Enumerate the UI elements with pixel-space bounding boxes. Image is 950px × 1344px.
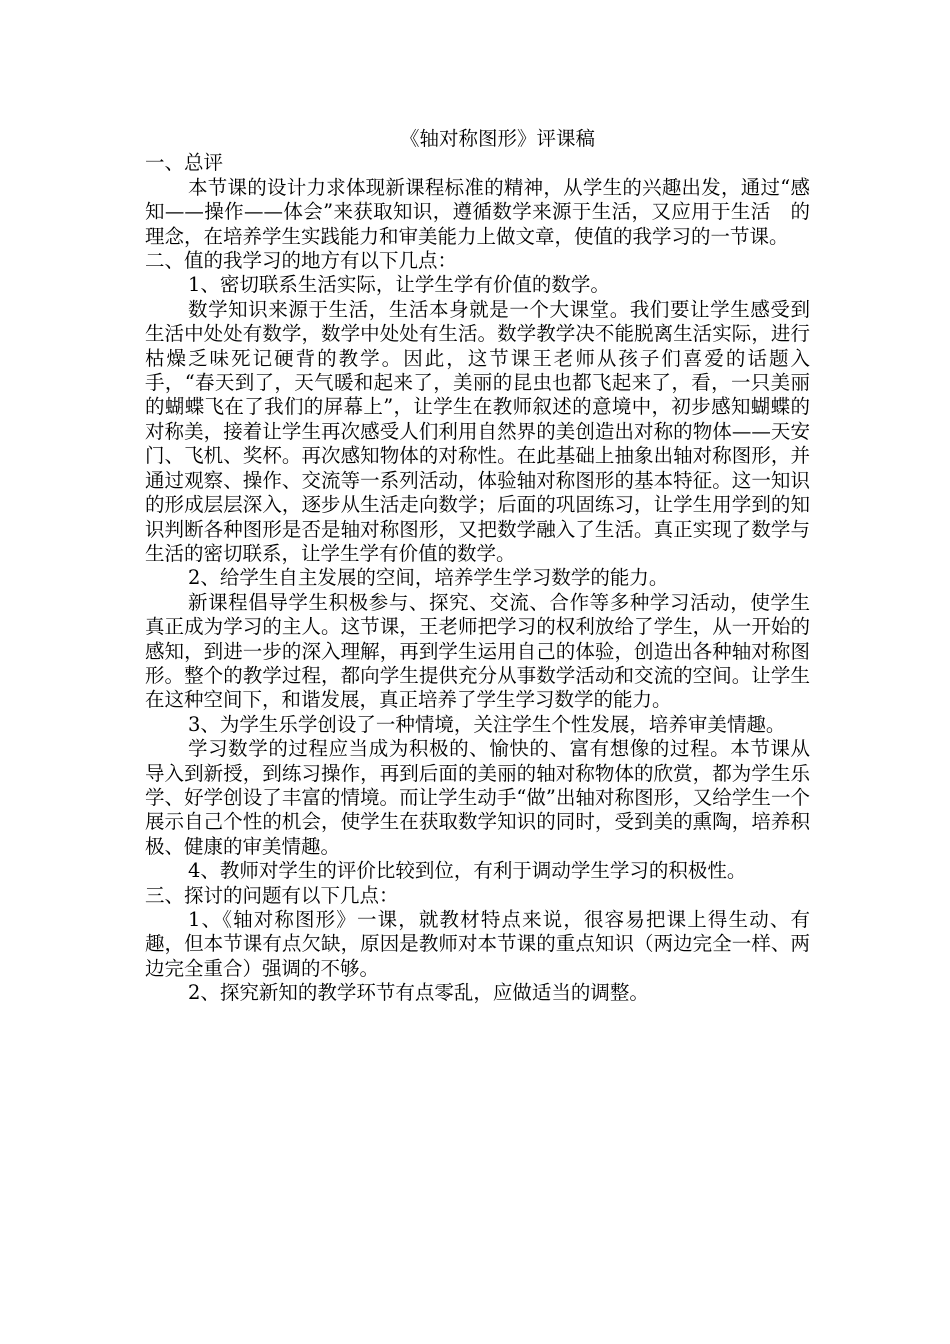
body-paragraph: 1、密切联系生活实际，让学生学有价值的数学。	[188, 273, 610, 297]
document-title: 《轴对称图形》评课稿	[399, 127, 595, 150]
body-paragraph: 4、教师对学生的评价比较到位，有利于调动学生学习的积极性。	[188, 859, 747, 883]
section-heading: 二、值的我学习的地方有以下几点：	[145, 249, 458, 273]
body-paragraph: 本节课的设计力求体现新课程标准的精神，从学生的兴趣出发，通过“感知——操作——体会”来获取知识，遵循数学来源于生活，又应用于生活 的理念，在培养学生实践能力和审美能力上做文章，使值的我学习的一节课。	[145, 175, 810, 248]
body-paragraph: 学习数学的过程应当成为积极的、愉快的、富有想像的过程。本节课从导入到新授，到练习操作，再到后面的美丽的轴对称物体的欣赏，都为学生乐学、好学创设了丰富的情境。而让学生动手“做”出轴对称图形，又给学生一个展示自己个性的机会，使学生在获取数学知识的同时，受到美的熏陶，培养积极、健康的审美情趣。	[145, 737, 810, 858]
body-paragraph: 3、为学生乐学创设了一种情境，关注学生个性发展，培养审美情趣。	[188, 712, 786, 736]
body-paragraph: 新课程倡导学生积极参与、探究、交流、合作等多种学习活动，使学生真正成为学习的主人。这节课，王老师把学习的权利放给了学生，从一开始的感知，到进一步的深入理解，再到学生运用自己的体验，创造出各种轴对称图形。整个的教学过程，都向学生提供充分从事数学活动和交流的空间。让学生在这种空间下，和谐发展，真正培养了学生学习数学的能力。	[145, 590, 810, 712]
section-heading: 三、探讨的问题有以下几点：	[145, 883, 399, 907]
section-heading: 一、总评	[145, 151, 224, 175]
document-body	[145, 151, 810, 1005]
document-page	[145, 127, 810, 1006]
body-paragraph: 2、给学生自主发展的空间，培养学生学习数学的能力。	[188, 566, 669, 590]
body-paragraph: 2、探究新知的教学环节有点零乱，应做适当的调整。	[188, 981, 649, 1005]
body-paragraph: 1、《轴对称图形》一课，就教材特点来说，很容易把课上得生动、有趣，但本节课有点欠缺，原因是教师对本节课的重点知识（两边完全一样、两边完全重合）强调的不够。	[145, 908, 810, 980]
body-paragraph: 数学知识来源于生活，生活本身就是一个大课堂。我们要让学生感受到生活中处处有数学，数学中处处有生活。数学教学决不能脱离生活实际，进行枯燥乏味死记硬背的教学。因此，这节课王老师从孩子们喜爱的话题入手，“春天到了，天气暖和起来了，美丽的昆虫也都飞起来了，看，一只美丽的蝴蝶飞在了我们的屏幕上”，让学生在教师叙述的意境中，初步感知蝴蝶的对称美，接着让学生再次感受人们利用自然界的美创造出对称的物体——天安门、飞机、奖杯。再次感知物体的对称性。在此基础上抽象出轴对称图形，并通过观察、操作、交流等一系列活动，体验轴对称图形的基本特征。这一知识的形成层层深入，逐步从生活走向数学；后面的巩固练习，让学生用学到的知识判断各种图形是否是轴对称图形，又把数学融入了生活。真正实现了数学与生活的密切联系，让学生学有价值的数学。	[145, 297, 810, 565]
